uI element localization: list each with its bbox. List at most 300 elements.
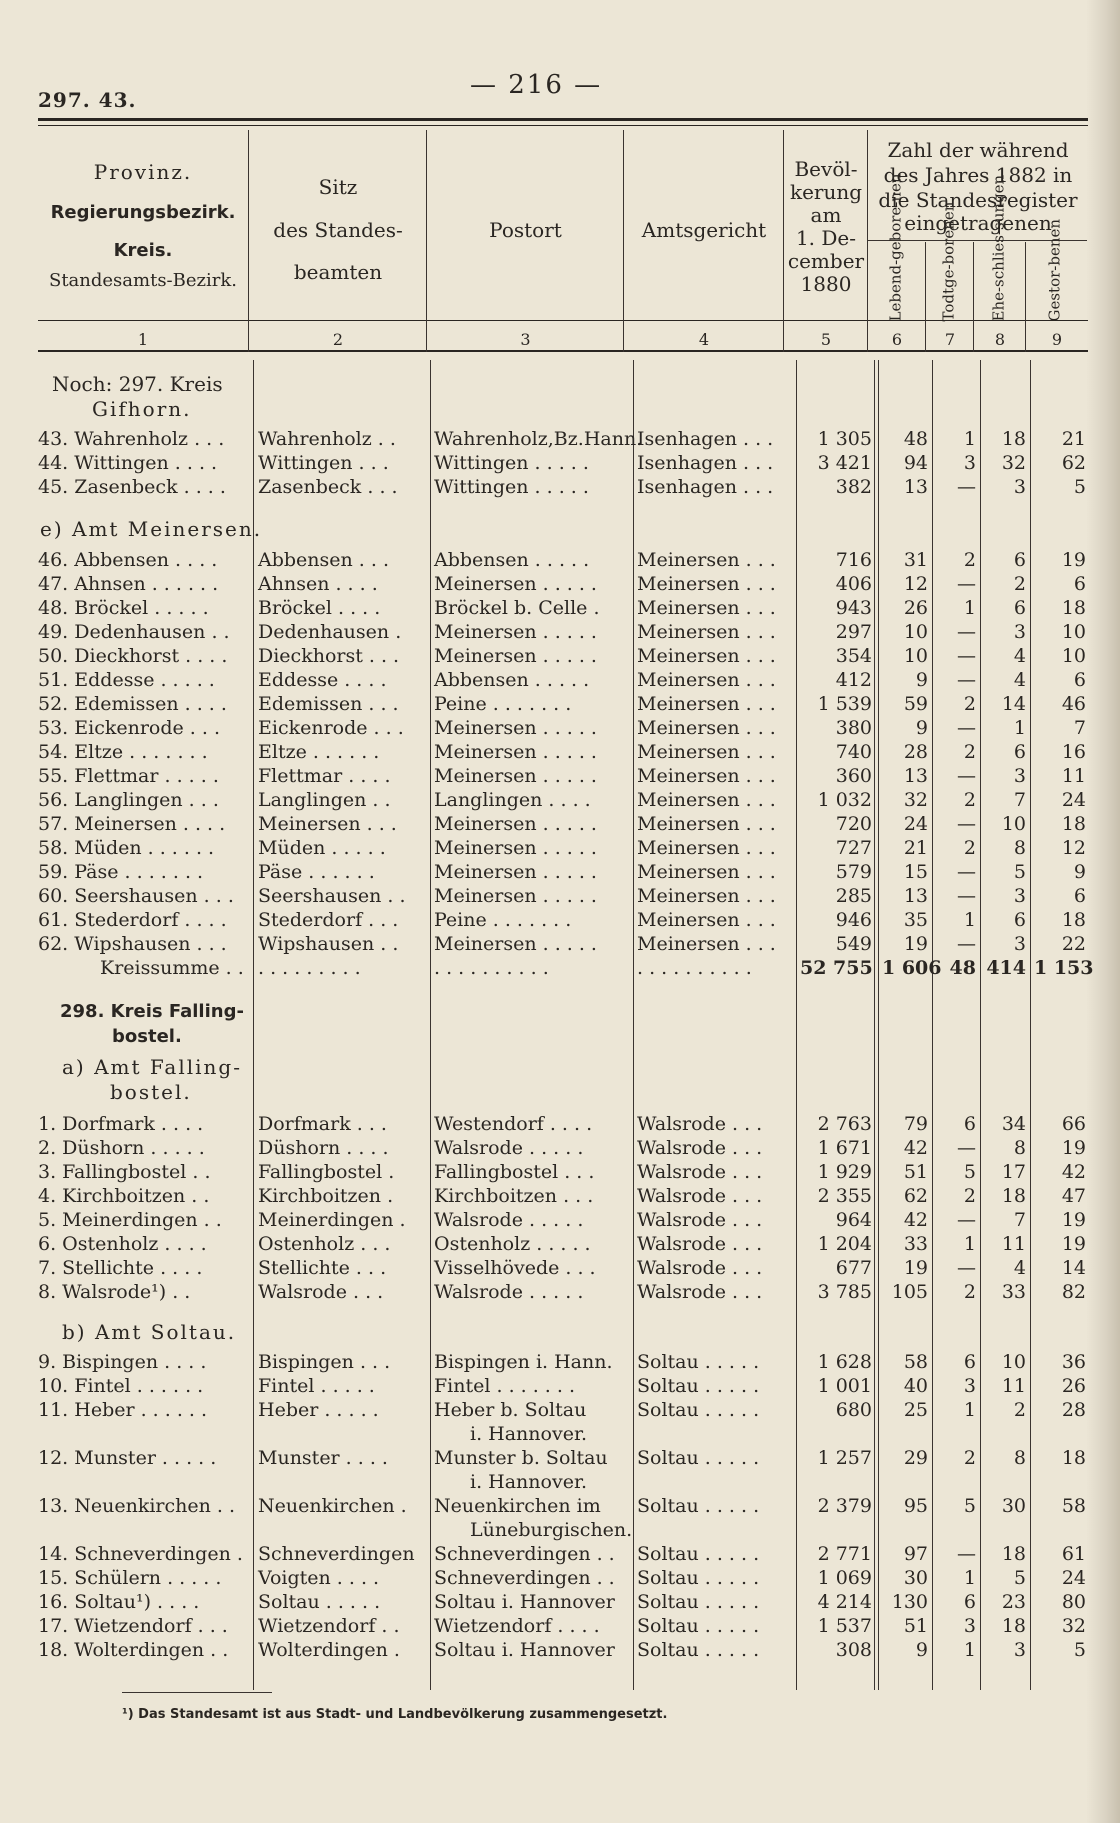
cell-post: Langlingen . . . .: [434, 789, 591, 811]
cell-number: 2: [963, 789, 976, 811]
cell-number: 3: [963, 452, 976, 474]
cell-number: 6: [963, 1113, 976, 1135]
cell-district: 61. Stederdorf . . . .: [38, 909, 227, 931]
cell-district: 12. Munster . . . . .: [38, 1447, 217, 1469]
cell-number: —: [957, 1543, 976, 1565]
cell-number: 1 204: [817, 1233, 872, 1255]
cell-number: 80: [1061, 1591, 1086, 1613]
cell-number: 6: [1013, 597, 1026, 619]
cell-district: 3. Fallingbostel . .: [38, 1161, 211, 1183]
cell-post: Soltau i. Hannover: [434, 1639, 615, 1661]
table-row: [0, 1232, 1120, 1256]
col-number: 3: [520, 330, 531, 349]
cell-post: Peine . . . . . . .: [434, 693, 572, 715]
cell-number: 42: [903, 1137, 928, 1159]
cell-post: Meinersen . . . . .: [434, 621, 597, 643]
cell-number: —: [957, 1209, 976, 1231]
cell-district: 50. Dieckhorst . . . .: [38, 645, 228, 667]
cell-number: 1: [1013, 717, 1026, 739]
col-sep: [925, 242, 926, 352]
cell-number: 47: [1061, 1185, 1086, 1207]
cell-seat: Munster . . . .: [258, 1447, 388, 1469]
cell-number: 8: [1013, 1137, 1026, 1159]
cell-number: 48: [949, 957, 976, 979]
cell-court: Walsrode . . .: [637, 1113, 763, 1135]
col5-header-l3: am: [810, 203, 842, 227]
cell-number: 727: [835, 837, 872, 859]
cell-post: Fintel . . . . . . .: [434, 1375, 576, 1397]
col-sep: [426, 130, 427, 352]
cell-number: —: [957, 861, 976, 883]
cell-seat: Walsrode . . .: [258, 1281, 384, 1303]
cell-court: Soltau . . . . .: [637, 1543, 760, 1565]
cell-number: 7: [1073, 717, 1086, 739]
cell-court: Walsrode . . .: [637, 1281, 763, 1303]
running-head: 297. 43.: [38, 88, 137, 112]
cell-number: 2 771: [817, 1543, 872, 1565]
cell-number: 680: [835, 1399, 872, 1421]
cell-number: 6: [1013, 909, 1026, 931]
cell-number: 5: [1073, 476, 1086, 498]
table-row: [0, 692, 1120, 716]
cell-post: Meinersen . . . . .: [434, 645, 597, 667]
cell-number: 3: [963, 1615, 976, 1637]
cell-number: 10: [1001, 1351, 1026, 1373]
cell-number: 3 785: [817, 1281, 872, 1303]
cell-number: 285: [835, 885, 872, 907]
cell-number: 3: [1013, 476, 1026, 498]
cell-district: 54. Eltze . . . . . . .: [38, 741, 208, 763]
table-row: [0, 1350, 1120, 1374]
cell-number: 2: [963, 837, 976, 859]
cell-seat: Müden . . . . .: [258, 837, 386, 859]
table-row: [0, 451, 1120, 475]
cell-district: 59. Päse . . . . . . .: [38, 861, 204, 883]
table-row: [0, 1446, 1120, 1470]
col4-header: Amtsgericht: [641, 218, 767, 242]
cell-court: Meinersen . . .: [637, 597, 776, 619]
cell-number: 3: [963, 1375, 976, 1397]
cell-number: 7: [1013, 789, 1026, 811]
table-row: [0, 1614, 1120, 1638]
cell-seat: Ostenholz . . .: [258, 1233, 391, 1255]
cell-number: 943: [835, 597, 872, 619]
cell-district: 14. Schneverdingen .: [38, 1543, 243, 1565]
cell-number: 17: [1001, 1161, 1026, 1183]
cell-number: 1 537: [817, 1615, 872, 1637]
cell-post: Schneverdingen . .: [434, 1543, 615, 1565]
table-row: [0, 596, 1120, 620]
cell-court: Soltau . . . . .: [637, 1375, 760, 1397]
cell-number: 6: [1073, 573, 1086, 595]
top-rule: [38, 118, 1088, 121]
cell-number: 1 257: [817, 1447, 872, 1469]
cell-number: 2: [963, 1281, 976, 1303]
cell-district: 51. Eddesse . . . . .: [38, 669, 215, 691]
group-header-l4: eingetragenen: [904, 211, 1052, 235]
cell-seat: Voigten . . . .: [258, 1567, 380, 1589]
cell-number: 42: [903, 1209, 928, 1231]
table-row: [0, 812, 1120, 836]
cell-seat: Stederdorf . . .: [258, 909, 399, 931]
group-header-l1: Zahl der während: [887, 138, 1069, 162]
section-heading: b) Amt Soltau.: [62, 1320, 237, 1344]
cell-court: Walsrode . . .: [637, 1209, 763, 1231]
cell-number: 130: [891, 1591, 928, 1613]
cell-number: 33: [903, 1233, 928, 1255]
cell-district: 49. Dedenhausen . .: [38, 621, 230, 643]
col2-header-line1: Sitz: [318, 175, 358, 199]
cell-post: Meinersen . . . . .: [434, 933, 597, 955]
cell-number: 48: [903, 428, 928, 450]
cell-post-continuation: i. Hannover.: [470, 1471, 587, 1493]
col-number: 4: [698, 330, 710, 349]
cell-number: 412: [835, 669, 872, 691]
cell-number: 8: [1013, 1447, 1026, 1469]
cell-number: 4: [1013, 669, 1026, 691]
cell-district: 9. Bispingen . . . .: [38, 1351, 207, 1373]
cell-post: Meinersen . . . . .: [434, 813, 597, 835]
cell-seat: Schneverdingen: [258, 1543, 415, 1565]
cell-seat: Dedenhausen .: [258, 621, 402, 643]
cell-number: 1 032: [817, 789, 872, 811]
cell-seat: Bröckel . . . .: [258, 597, 381, 619]
col1-header-line4: Standesamts-Bezirk.: [48, 270, 237, 291]
col1-header-line2: Regierungsbezirk.: [50, 202, 236, 223]
cell-number: 36: [1061, 1351, 1086, 1373]
col-number: 1: [137, 330, 149, 349]
cell-number: 19: [903, 1257, 928, 1279]
table-row-continuation: [0, 1422, 1120, 1446]
col1-header-line1: Provinz.: [93, 160, 193, 184]
cell-post: Meinersen . . . . .: [434, 717, 597, 739]
table-row: [0, 1256, 1120, 1280]
cell-number: 9: [1073, 861, 1086, 883]
cell-number: —: [957, 1257, 976, 1279]
col5-header-l6: 1880: [800, 272, 852, 296]
cell-number: —: [957, 573, 976, 595]
cell-number: 30: [1001, 1495, 1026, 1517]
cell-number: 308: [835, 1639, 872, 1661]
cell-number: —: [957, 621, 976, 643]
cell-district: 52. Edemissen . . . .: [38, 693, 227, 715]
section-heading: bostel.: [112, 1026, 182, 1047]
cell-number: 62: [1061, 452, 1086, 474]
cell-number: 33: [1001, 1281, 1026, 1303]
cell-number: 51: [903, 1615, 928, 1637]
cell-number: 1: [963, 428, 976, 450]
cell-number: 19: [1061, 549, 1086, 571]
cell-number: 1 671: [817, 1137, 872, 1159]
cell-number: 4: [1013, 645, 1026, 667]
cell-district: 48. Bröckel . . . . .: [38, 597, 209, 619]
cell-post: Westendorf . . . .: [434, 1113, 593, 1135]
cell-district: 7. Stellichte . . . .: [38, 1257, 203, 1279]
cell-seat: Wipshausen . .: [258, 933, 399, 955]
cell-post: Walsrode . . . . .: [434, 1281, 584, 1303]
cell-number: 10: [1001, 813, 1026, 835]
cell-district: 60. Seershausen . . .: [38, 885, 234, 907]
cell-number: 10: [903, 621, 928, 643]
cell-number: 10: [1061, 621, 1086, 643]
table-row: [0, 788, 1120, 812]
cell-number: 16: [1061, 741, 1086, 763]
cell-court: Meinersen . . .: [637, 789, 776, 811]
cell-number: 716: [835, 549, 872, 571]
table-row: [0, 427, 1120, 451]
col-number: 5: [820, 330, 832, 349]
table-row: [0, 620, 1120, 644]
cell-seat: Flettmar . . . .: [258, 765, 391, 787]
cell-number: 7: [1013, 1209, 1026, 1231]
cell-number: 32: [1001, 452, 1026, 474]
cell-number: 11: [1001, 1233, 1026, 1255]
cell-post: Meinersen . . . . .: [434, 837, 597, 859]
cell-district: 2. Düshorn . . . . .: [38, 1137, 205, 1159]
cell-court: Meinersen . . .: [637, 885, 776, 907]
cell-number: 4 214: [817, 1591, 872, 1613]
cell-number: —: [957, 813, 976, 835]
cell-court: Meinersen . . .: [637, 765, 776, 787]
cell-number: 3: [1013, 933, 1026, 955]
cell-number: 46: [1061, 693, 1086, 715]
cell-post: Abbensen . . . . .: [434, 669, 590, 691]
cell-number: 9: [915, 717, 928, 739]
cell-number: 8: [1013, 837, 1026, 859]
cell-district: 13. Neuenkirchen . .: [38, 1495, 236, 1517]
cell-number: 42: [1061, 1161, 1086, 1183]
footnote-rule: [122, 1692, 272, 1693]
cell-court: Meinersen . . .: [637, 693, 776, 715]
table-row: [0, 1160, 1120, 1184]
cell-district: 8. Walsrode¹) . .: [38, 1281, 191, 1303]
cell-number: 82: [1061, 1281, 1086, 1303]
cell-court: Soltau . . . . .: [637, 1591, 760, 1613]
section-heading: Gifhorn.: [92, 397, 192, 421]
cell-number: 25: [903, 1399, 928, 1421]
cell-court: Soltau . . . . .: [637, 1639, 760, 1661]
cell-number: 2 379: [817, 1495, 872, 1517]
cell-number: 10: [903, 645, 928, 667]
cell-number: 2: [963, 549, 976, 571]
header-bottom-rule: [38, 320, 1088, 321]
cell-number: 59: [903, 693, 928, 715]
cell-number: 52 755: [800, 957, 873, 979]
table-row: [0, 1638, 1120, 1662]
cell-post: Meinersen . . . . .: [434, 861, 597, 883]
cell-post: Meinersen . . . . .: [434, 741, 597, 763]
cell-seat: Wietzendorf . .: [258, 1615, 400, 1637]
cell-number: 18: [1001, 1543, 1026, 1565]
cell-number: 30: [903, 1567, 928, 1589]
cell-district: 43. Wahrenholz . . .: [38, 428, 225, 450]
cell-number: 579: [835, 861, 872, 883]
table-row: [0, 1542, 1120, 1566]
cell-number: 549: [835, 933, 872, 955]
cell-seat: Stellichte . . .: [258, 1257, 387, 1279]
footnote: ¹) Das Standesamt ist aus Stadt- und Landbevölkerung zusammengesetzt.: [122, 1707, 668, 1722]
cell-number: 3: [1013, 765, 1026, 787]
cell-court: Soltau . . . . .: [637, 1351, 760, 1373]
section-heading: bostel.: [110, 1080, 192, 1104]
table-row: [0, 740, 1120, 764]
cell-district: 10. Fintel . . . . . .: [38, 1375, 204, 1397]
cell-district: 46. Abbensen . . . .: [38, 549, 218, 571]
cell-post: Bispingen i. Hann.: [434, 1351, 613, 1373]
cell-number: 2: [963, 693, 976, 715]
cell-number: 18: [1061, 813, 1086, 835]
col-number: 2: [332, 330, 344, 349]
cell-number: 28: [903, 741, 928, 763]
cell-seat: Wittingen . . .: [258, 452, 389, 474]
cell-number: 3 421: [817, 452, 872, 474]
col-sep: [248, 130, 249, 352]
cell-seat: Edemissen . . .: [258, 693, 399, 715]
cell-post: Munster b. Soltau: [434, 1447, 608, 1469]
cell-seat: . . . . . . . . .: [258, 957, 361, 979]
cell-number: 360: [835, 765, 872, 787]
cell-number: 740: [835, 741, 872, 763]
cell-number: 66: [1061, 1113, 1086, 1135]
table-row: [0, 1136, 1120, 1160]
table-row: [0, 1566, 1120, 1590]
col6-header: Lebend-gebore-nen: [886, 173, 905, 322]
table-row: [0, 716, 1120, 740]
table-row: [0, 475, 1120, 499]
cell-post: Heber b. Soltau: [434, 1399, 587, 1421]
group-header-l2: des Jahres 1882 in: [883, 163, 1073, 187]
cell-post: Wietzendorf . . . .: [434, 1615, 600, 1637]
cell-seat: Eltze . . . . . .: [258, 741, 380, 763]
cell-number: 19: [903, 933, 928, 955]
cell-number: 2: [963, 1185, 976, 1207]
col-sep: [973, 242, 974, 352]
cell-court: Meinersen . . .: [637, 645, 776, 667]
cell-district: 47. Ahnsen . . . . . .: [38, 573, 219, 595]
cell-court: Soltau . . . . .: [637, 1615, 760, 1637]
cell-seat: Dorfmark . . .: [258, 1113, 387, 1135]
top-rule-thin: [38, 125, 1088, 126]
section-heading: e) Amt Meinersen.: [40, 517, 263, 541]
cell-number: 2: [1013, 1399, 1026, 1421]
cell-seat: Päse . . . . . .: [258, 861, 375, 883]
cell-district: Kreissumme . .: [100, 957, 244, 979]
cell-post: Walsrode . . . . .: [434, 1209, 584, 1231]
cell-number: 10: [1061, 645, 1086, 667]
col-number: 9: [1051, 330, 1063, 349]
page-number: — 216 —: [470, 70, 603, 100]
cell-number: 61: [1061, 1543, 1086, 1565]
cell-court: Isenhagen . . .: [637, 476, 774, 498]
cell-number: 6: [1013, 741, 1026, 763]
col-sep: [1025, 242, 1026, 352]
cell-seat: Langlingen . .: [258, 789, 391, 811]
cell-seat: Soltau . . . . .: [258, 1591, 381, 1613]
table-row: [0, 668, 1120, 692]
table-row: [0, 860, 1120, 884]
section-heading: Noch: 297. Kreis: [52, 372, 223, 396]
cell-post: Abbensen . . . . .: [434, 549, 590, 571]
cell-number: 382: [835, 476, 872, 498]
cell-court: Soltau . . . . .: [637, 1447, 760, 1469]
table-row-continuation: [0, 1470, 1120, 1494]
cell-number: 1 153: [1034, 957, 1094, 979]
table-row: [0, 836, 1120, 860]
cell-post: Fallingbostel . . .: [434, 1161, 595, 1183]
cell-court: Walsrode . . .: [637, 1137, 763, 1159]
cell-number: 26: [903, 597, 928, 619]
col-number: 8: [994, 330, 1006, 349]
cell-court: Walsrode . . .: [637, 1257, 763, 1279]
cell-number: 51: [903, 1161, 928, 1183]
cell-district: 16. Soltau¹) . . . .: [38, 1591, 200, 1613]
cell-number: 18: [1001, 1615, 1026, 1637]
cell-court: Meinersen . . .: [637, 861, 776, 883]
section-heading: 298. Kreis Falling-: [60, 1001, 244, 1022]
cell-number: 6: [963, 1351, 976, 1373]
table-row: [0, 1208, 1120, 1232]
cell-number: 2: [963, 741, 976, 763]
cell-number: 380: [835, 717, 872, 739]
table-row: [0, 1494, 1120, 1518]
column-number-rule: [38, 350, 1088, 352]
table-row: [0, 1280, 1120, 1304]
cell-number: 32: [903, 789, 928, 811]
cell-number: 13: [903, 885, 928, 907]
cell-number: 34: [1001, 1113, 1026, 1135]
cell-number: 4: [1013, 1257, 1026, 1279]
cell-number: —: [957, 885, 976, 907]
cell-seat: Fallingbostel .: [258, 1161, 395, 1183]
cell-number: 14: [1061, 1257, 1086, 1279]
cell-number: 95: [903, 1495, 928, 1517]
cell-number: 79: [903, 1113, 928, 1135]
cell-post: Neuenkirchen im: [434, 1495, 601, 1517]
cell-number: 58: [903, 1351, 928, 1373]
table-row: [0, 1374, 1120, 1398]
cell-post: Wittingen . . . . .: [434, 476, 589, 498]
cell-district: 44. Wittingen . . . .: [38, 452, 218, 474]
cell-seat: Düshorn . . . .: [258, 1137, 389, 1159]
cell-number: 18: [1001, 1185, 1026, 1207]
cell-number: 9: [915, 669, 928, 691]
cell-seat: Meinerdingen .: [258, 1209, 406, 1231]
cell-court: Meinersen . . .: [637, 837, 776, 859]
table-row: [0, 908, 1120, 932]
sum-row: [0, 956, 1120, 980]
table-row: [0, 572, 1120, 596]
cell-number: —: [957, 765, 976, 787]
cell-district: 53. Eickenrode . . .: [38, 717, 221, 739]
cell-court: Meinersen . . .: [637, 717, 776, 739]
cell-seat: Zasenbeck . . .: [258, 476, 398, 498]
cell-number: 24: [1061, 1567, 1086, 1589]
cell-number: 29: [903, 1447, 928, 1469]
col7-header: Todtge-borenen: [939, 201, 958, 322]
cell-court: Walsrode . . .: [637, 1185, 763, 1207]
cell-post: . . . . . . . . . .: [434, 957, 549, 979]
col8-header: Ehe-schlies-sungen: [989, 174, 1008, 322]
cell-post: Meinersen . . . . .: [434, 765, 597, 787]
cell-number: 5: [1013, 861, 1026, 883]
cell-number: 18: [1061, 597, 1086, 619]
cell-number: 97: [903, 1543, 928, 1565]
cell-post: Visselhövede . . .: [434, 1257, 596, 1279]
cell-number: 12: [1061, 837, 1086, 859]
cell-district: 58. Müden . . . . . .: [38, 837, 215, 859]
cell-post: Meinersen . . . . .: [434, 885, 597, 907]
cell-court: Meinersen . . .: [637, 933, 776, 955]
